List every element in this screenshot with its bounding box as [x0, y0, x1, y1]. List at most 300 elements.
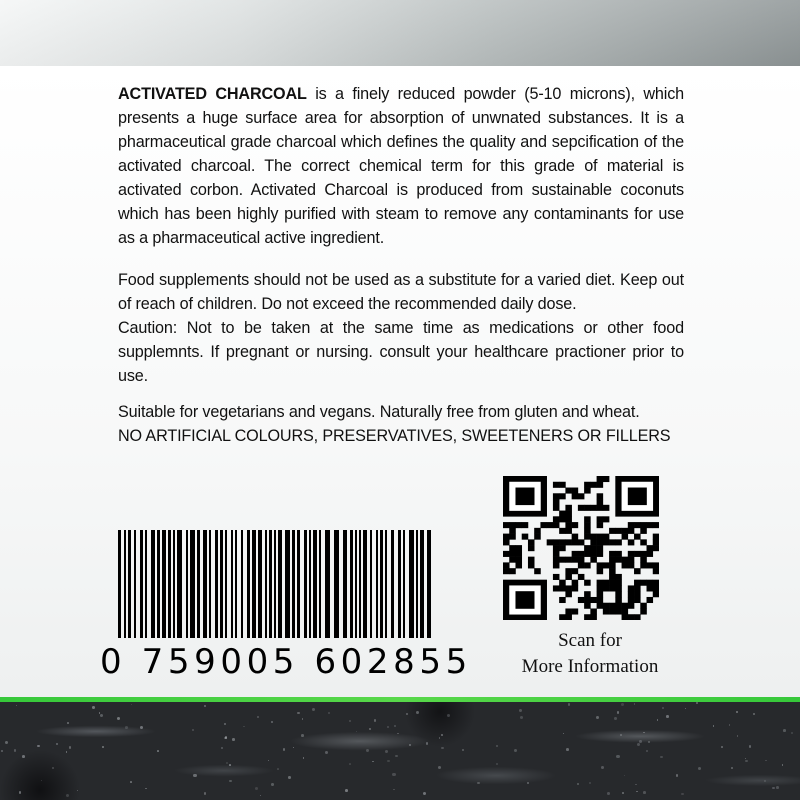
qr-module [565, 574, 572, 580]
charcoal-speck [514, 749, 517, 752]
qr-module [597, 539, 604, 545]
product-description [118, 82, 684, 250]
qr-module [553, 545, 560, 551]
qr-module [528, 545, 535, 551]
qr-module [590, 557, 597, 563]
charcoal-speck [66, 794, 69, 797]
charcoal-speck [69, 746, 72, 749]
charcoal-speck [519, 709, 522, 712]
qr-module [528, 557, 535, 563]
charcoal-powder-image [0, 702, 800, 800]
charcoal-speck [356, 731, 357, 732]
qr-module [653, 534, 659, 540]
charcoal-speck [14, 749, 17, 752]
qr-module [590, 551, 597, 557]
barcode [100, 530, 472, 690]
qr-module [634, 551, 641, 557]
qr-module [584, 488, 591, 494]
qr-module [603, 516, 610, 522]
qr-module [628, 603, 635, 609]
charcoal-speck [66, 751, 67, 752]
charcoal-speck [229, 764, 231, 766]
barcode-bar [134, 530, 136, 638]
charcoal-speck [616, 755, 619, 758]
charcoal-speck [745, 760, 748, 763]
charcoal-speck [192, 729, 195, 732]
qr-module [515, 545, 522, 551]
qr-module [628, 585, 635, 591]
charcoal-speck [577, 783, 579, 785]
qr-module [503, 568, 510, 574]
qr-module [553, 493, 560, 499]
charcoal-speck [676, 774, 679, 777]
charcoal-speck [462, 749, 464, 751]
charcoal-speck [685, 708, 686, 709]
charcoal-speck [639, 740, 642, 743]
qr-module [553, 522, 560, 528]
charcoal-speck [589, 782, 592, 785]
qr-module [547, 539, 554, 545]
barcode-bar [124, 530, 126, 638]
qr-module [584, 505, 591, 511]
qr-module [559, 580, 566, 586]
charcoal-speck [140, 726, 143, 729]
qr-module [609, 585, 616, 591]
charcoal-speck [52, 767, 54, 769]
charcoal-speck [268, 760, 269, 761]
charcoal-speck [303, 757, 304, 758]
qr-module [565, 488, 572, 494]
qr-module [628, 597, 635, 603]
barcode-bar [391, 530, 394, 638]
qr-module [503, 534, 510, 540]
charcoal-speck [243, 726, 245, 728]
charcoal-speck [387, 760, 390, 763]
qr-module [603, 562, 610, 568]
charcoal-speck [260, 795, 261, 796]
qr-module [584, 580, 591, 586]
qr-module [640, 562, 647, 568]
qr-caption [490, 628, 690, 680]
qr-module [565, 557, 572, 563]
charcoal-speck [441, 747, 443, 749]
qr-module [653, 522, 659, 528]
charcoal-speck [19, 791, 21, 793]
qr-finder-center [515, 591, 534, 609]
qr-module [628, 557, 635, 563]
barcode-bar [304, 530, 307, 638]
charcoal-speck [447, 714, 450, 717]
qr-module [634, 580, 641, 586]
charcoal-speck [783, 729, 786, 732]
qr-module [628, 528, 635, 534]
charcoal-speck [646, 750, 648, 752]
scan-for-label: Scan for [558, 630, 622, 651]
qr-module [565, 528, 572, 534]
charcoal-speck [423, 792, 426, 795]
qr-module [559, 545, 566, 551]
qr-module [597, 597, 604, 603]
qr-module [597, 545, 604, 551]
qr-module [597, 522, 604, 528]
barcode-bar [168, 530, 171, 638]
qr-module [609, 568, 616, 574]
charcoal-speck [713, 725, 715, 727]
charcoal-speck [302, 718, 303, 719]
charcoal-speck [125, 726, 128, 729]
qr-module [597, 568, 604, 574]
qr-module [578, 562, 585, 568]
charcoal-speck [130, 781, 132, 783]
barcode-bar [380, 530, 383, 638]
barcode-bar [370, 530, 372, 638]
qr-module [653, 580, 659, 586]
charcoal-speck [393, 789, 394, 790]
qr-module [634, 522, 641, 528]
charcoal-speck [721, 746, 723, 748]
charcoal-speck [397, 733, 399, 735]
qr-module [559, 528, 566, 534]
charcoal-speck [131, 704, 132, 705]
supplement-warning: Food supplements should not be used as a substitute for a varied diet. Keep out of reach of children. Do not exceed the recommended daily dose. [118, 271, 684, 313]
qr-module [547, 522, 554, 528]
qr-module [628, 551, 635, 557]
qr-module [509, 522, 516, 528]
qr-module [653, 568, 659, 574]
qr-module [615, 574, 622, 580]
charcoal-speck [621, 703, 624, 706]
barcode-bar [427, 530, 431, 638]
qr-module [540, 522, 547, 528]
qr-module [578, 574, 585, 580]
product-name: ACTIVATED CHARCOAL [118, 85, 307, 103]
qr-module [553, 574, 560, 580]
charcoal-speck [782, 764, 784, 766]
qr-module [509, 568, 516, 574]
barcode-bar [416, 530, 418, 638]
qr-module [609, 557, 616, 563]
qr-module [572, 557, 579, 563]
qr-module [640, 580, 647, 586]
charcoal-speck [193, 774, 196, 777]
barcode-bar [177, 530, 182, 638]
qr-module [634, 591, 641, 597]
barcode-bar [215, 530, 218, 638]
charcoal-speck [566, 748, 569, 751]
qr-module [553, 516, 560, 522]
qr-module [565, 585, 572, 591]
charcoal-speck [5, 741, 8, 744]
charcoal-speck [232, 738, 235, 741]
qr-module [634, 534, 641, 540]
qr-module [603, 585, 610, 591]
qr-module [559, 614, 566, 620]
qr-module [609, 528, 616, 534]
qr-module [622, 603, 629, 609]
qr-module [653, 545, 659, 551]
top-gradient-band [0, 0, 800, 66]
charcoal-speck [255, 787, 258, 790]
qr-module [559, 539, 566, 545]
charcoal-speck [624, 775, 625, 776]
barcode-bar [209, 530, 211, 638]
barcode-bar [376, 530, 378, 638]
qr-module [647, 585, 654, 591]
suitability-line: Suitable for vegetarians and vegans. Naturally free from gluten and wheat. [118, 403, 640, 421]
charcoal-speck [349, 763, 351, 765]
qr-module [522, 522, 529, 528]
qr-module [509, 551, 516, 557]
qr-module [565, 608, 572, 614]
charcoal-speck [601, 766, 604, 769]
charcoal-speck [349, 720, 351, 722]
charcoal-speck [737, 735, 739, 737]
charcoal-speck [438, 766, 441, 769]
qr-module [553, 562, 560, 568]
charcoal-speck [643, 732, 645, 734]
charcoal-speck [345, 789, 348, 792]
qr-module [597, 482, 604, 488]
qr-module [565, 539, 572, 545]
barcode-bar [252, 530, 256, 638]
charcoal-speck [387, 726, 389, 728]
charcoal-speck [477, 782, 479, 784]
qr-module [578, 539, 585, 545]
qr-module [584, 528, 591, 534]
charcoal-speck [297, 712, 300, 715]
caution-text: Caution: Not to be taken at the same time as medications or other food supplemnts. If pregnant or nursing. consult your healthcare practioner prior to use. [118, 319, 684, 385]
barcode-bar [247, 530, 250, 638]
charcoal-speck [100, 714, 103, 717]
qr-module [578, 505, 585, 511]
charcoal-speck [772, 787, 774, 789]
barcode-bar [292, 530, 295, 638]
charcoal-speck [145, 788, 147, 790]
qr-module [590, 505, 597, 511]
charcoal-speck [416, 711, 419, 714]
qr-module [553, 505, 560, 511]
qr-module [503, 539, 510, 545]
charcoal-speck [385, 750, 388, 753]
qr-module [634, 568, 641, 574]
qr-module [559, 597, 566, 603]
qr-module [559, 585, 566, 591]
charcoal-speck [648, 741, 650, 743]
charcoal-speck [637, 743, 640, 746]
qr-module [628, 591, 635, 597]
qr-module [590, 608, 597, 614]
barcode-bar [319, 530, 321, 638]
qr-module [615, 608, 622, 614]
barcode-bar [343, 530, 347, 638]
qr-module [647, 597, 654, 603]
barcode-bar [190, 530, 195, 638]
barcode-bar [203, 530, 207, 638]
qr-module [603, 603, 610, 609]
qr-module [565, 614, 572, 620]
charcoal-speck [791, 732, 793, 734]
qr-module [572, 493, 579, 499]
charcoal-speck [596, 716, 599, 719]
qr-module [584, 551, 591, 557]
charcoal-speck [204, 792, 206, 794]
barcode-bar [186, 530, 188, 638]
barcode-bars [116, 530, 436, 642]
qr-module [528, 539, 535, 545]
qr-module [640, 608, 647, 614]
qr-module [565, 516, 572, 522]
charcoal-speck [41, 780, 42, 781]
charcoal-speck [16, 705, 17, 706]
barcode-bar [162, 530, 166, 638]
qr-finder-center [628, 488, 647, 506]
charcoal-speck [293, 747, 294, 748]
warnings-section [118, 268, 684, 388]
charcoal-speck [426, 742, 429, 745]
charcoal-speck [527, 782, 529, 784]
qr-module [622, 614, 629, 620]
qr-module [603, 539, 610, 545]
charcoal-speck [496, 745, 498, 747]
qr-module [572, 539, 579, 545]
qr-module [572, 608, 579, 614]
charcoal-speck [67, 722, 69, 724]
qr-module [572, 585, 579, 591]
charcoal-speck [283, 748, 285, 750]
qr-module [584, 482, 591, 488]
charcoal-speck [520, 716, 523, 719]
charcoal-speck [92, 706, 95, 709]
qr-module [578, 551, 585, 557]
charcoal-speck [221, 747, 224, 750]
charcoal-speck [764, 780, 766, 782]
charcoal-speck [620, 734, 622, 736]
qr-module [572, 580, 579, 586]
qr-module [515, 551, 522, 557]
charcoal-speck [102, 746, 104, 748]
qr-module [640, 603, 647, 609]
charcoal-speck [157, 750, 159, 752]
qr-module [647, 562, 654, 568]
charcoal-speck [288, 776, 291, 779]
charcoal-speck [662, 707, 664, 709]
barcode-bar [398, 530, 401, 638]
qr-module [622, 608, 629, 614]
qr-module [565, 505, 572, 511]
charcoal-speck [622, 792, 624, 794]
charcoal-speck [617, 711, 620, 714]
qr-module [640, 557, 647, 563]
qr-module [584, 614, 591, 620]
charcoal-speck [657, 719, 658, 720]
qr-module [515, 562, 522, 568]
charcoal-speck [406, 713, 408, 715]
barcode-bar [274, 530, 276, 638]
charcoal-speck [325, 751, 328, 754]
qr-module [597, 476, 604, 482]
qr-module [597, 585, 604, 591]
qr-module [609, 562, 616, 568]
qr-module [609, 603, 616, 609]
barcode-bar [297, 530, 300, 638]
charcoal-speck [696, 702, 698, 704]
qr-module [590, 534, 597, 540]
charcoal-speck [439, 737, 441, 739]
qr-module [503, 562, 510, 568]
charcoal-speck [117, 717, 120, 720]
qr-module [622, 534, 629, 540]
charcoal-speck [731, 767, 733, 769]
barcode-bar [145, 530, 147, 638]
qr-module [615, 551, 622, 557]
barcode-bar [241, 530, 243, 638]
qr-module [615, 528, 622, 534]
qr-module [615, 597, 622, 603]
qr-module [509, 534, 516, 540]
qr-module [515, 557, 522, 563]
qr-module [572, 534, 579, 540]
charcoal-speck [277, 768, 279, 770]
qr-module [647, 522, 654, 528]
qr-module [647, 545, 654, 551]
qr-module [634, 585, 641, 591]
charcoal-speck [224, 737, 226, 739]
qr-module [615, 580, 622, 586]
qr-module [515, 522, 522, 528]
barcode-bar [157, 530, 160, 638]
qr-module [590, 539, 597, 545]
qr-module [603, 476, 610, 482]
qr-module [653, 585, 659, 591]
qr-module [597, 580, 604, 586]
qr-module [553, 551, 560, 557]
qr-module [559, 557, 566, 563]
qr-code[interactable] [503, 476, 659, 620]
qr-module [628, 522, 635, 528]
qr-module [553, 499, 560, 505]
barcode-bar [151, 530, 155, 638]
description-paragraph [118, 82, 684, 250]
qr-module [615, 557, 622, 563]
barcode-bar [140, 530, 143, 638]
charcoal-speck [745, 758, 746, 759]
suitability-section [118, 400, 684, 448]
qr-module [597, 493, 604, 499]
qr-module [597, 603, 604, 609]
barcode-bar [355, 530, 357, 638]
qr-module [597, 505, 604, 511]
qr-module [553, 482, 560, 488]
barcode-bar [225, 530, 227, 638]
qr-module [509, 528, 516, 534]
charcoal-speck [271, 783, 274, 786]
barcode-bar [231, 530, 233, 638]
qr-module [622, 528, 629, 534]
qr-module [522, 534, 529, 540]
qr-module [597, 591, 604, 597]
qr-module [653, 562, 659, 568]
qr-module [609, 551, 616, 557]
qr-module [572, 522, 579, 528]
charcoal-speck [328, 712, 330, 714]
qr-module [572, 568, 579, 574]
charcoal-speck [749, 745, 751, 747]
qr-module [534, 568, 541, 574]
barcode-bar [334, 530, 339, 638]
charcoal-speck [614, 717, 617, 720]
qr-module [565, 511, 572, 517]
charcoal-speck [753, 713, 755, 715]
